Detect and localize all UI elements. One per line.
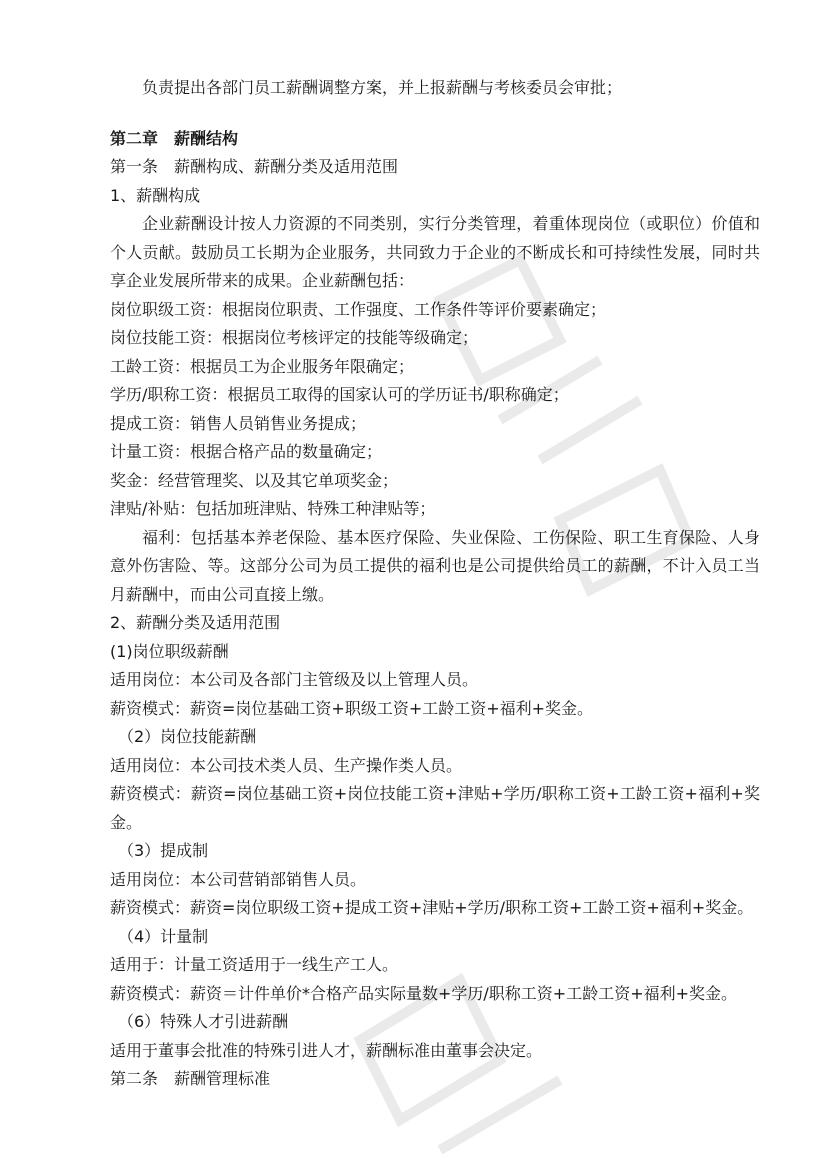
component-item: 提成工资：销售人员销售业务提成； xyxy=(110,413,367,433)
category-3-title: （3）提成制 xyxy=(118,841,209,860)
category-6-title: （6）特殊人才引进薪酬 xyxy=(118,1012,289,1031)
article-2-title: 第二条 薪酬管理标准 xyxy=(110,1069,271,1088)
welfare-paragraph: 福利：包括基本养老保险、基本医疗保险、失业保险、工伤保险、职工生育保险、人身意外伤害险、等。这部分公司为员工提供的福利也是公司提供给员工的薪酬，不计入员工当月薪酬中，而由公司直接上缴。 xyxy=(110,527,760,604)
category-1-mode: 薪资模式：薪资=岗位基础工资+职级工资+工龄工资+福利+奖金。 xyxy=(110,698,594,718)
category-4-scope: 适用于：计量工资适用于一线生产工人。 xyxy=(110,955,399,974)
component-item: 工龄工资：根据员工为企业服务年限确定； xyxy=(110,356,415,376)
category-1-title: (1)岗位职级薪酬 xyxy=(110,641,229,661)
component-item: 岗位技能工资：根据岗位考核评定的技能等级确定； xyxy=(110,328,479,347)
category-4-title: （4）计量制 xyxy=(118,926,209,946)
category-3-mode: 薪资模式：薪资=岗位职级工资+提成工资+津贴+学历/职称工资+工龄工资+福利+奖金。 xyxy=(110,898,754,917)
section-2-title: 2、薪酬分类及适用范围 xyxy=(110,613,281,632)
section-1-title: 1、薪酬构成 xyxy=(110,185,201,205)
chapter-title: 第二章 薪酬结构 xyxy=(110,128,239,148)
category-4-mode: 薪资模式：薪资＝计件单价*合格产品实际量数+学历/职称工资+工龄工资+福利+奖金。 xyxy=(110,983,738,1003)
category-2-title: （2）岗位技能薪酬 xyxy=(118,727,257,746)
category-1-scope: 适用岗位：本公司及各部门主管级及以上管理人员。 xyxy=(110,670,479,689)
component-item: 岗位职级工资：根据岗位职责、工作强度、工作条件等评价要素确定； xyxy=(110,299,607,319)
component-item: 奖金：经营管理奖、以及其它单项奖金； xyxy=(110,470,399,490)
article-1-title: 第一条 薪酬构成、薪酬分类及适用范围 xyxy=(110,157,399,176)
category-2-scope: 适用岗位：本公司技术类人员、生产操作类人员。 xyxy=(110,755,463,775)
component-item: 津贴/补贴：包括加班津贴、特殊工种津贴等； xyxy=(110,499,436,518)
section-1-paragraph: 企业薪酬设计按人力资源的不同类别，实行分类管理，着重体现岗位（或职位）价值和个人贡献。鼓励员工长期为企业服务，共同致力于企业的不断成长和可持续性发展，同时共享企业发展所带来的成果。企业薪酬包括： xyxy=(110,214,760,290)
category-2-mode: 薪资模式：薪资=岗位基础工资+岗位技能工资+津贴+学历/职称工资+工龄工资+福利+奖金。 xyxy=(110,784,760,832)
component-item: 计量工资：根据合格产品的数量确定； xyxy=(110,442,383,461)
category-6-scope: 适用于董事会批准的特殊引进人才，薪酬标准由董事会决定。 xyxy=(110,1040,543,1060)
component-item: 学历/职称工资：根据员工取得的国家认可的学历证书/职称确定； xyxy=(110,385,569,404)
intro-line: 负责提出各部门员工薪酬调整方案，并上报薪酬与考核委员会审批； xyxy=(142,78,623,97)
category-3-scope: 适用岗位：本公司营销部销售人员。 xyxy=(110,869,367,889)
document-body xyxy=(110,74,760,1094)
